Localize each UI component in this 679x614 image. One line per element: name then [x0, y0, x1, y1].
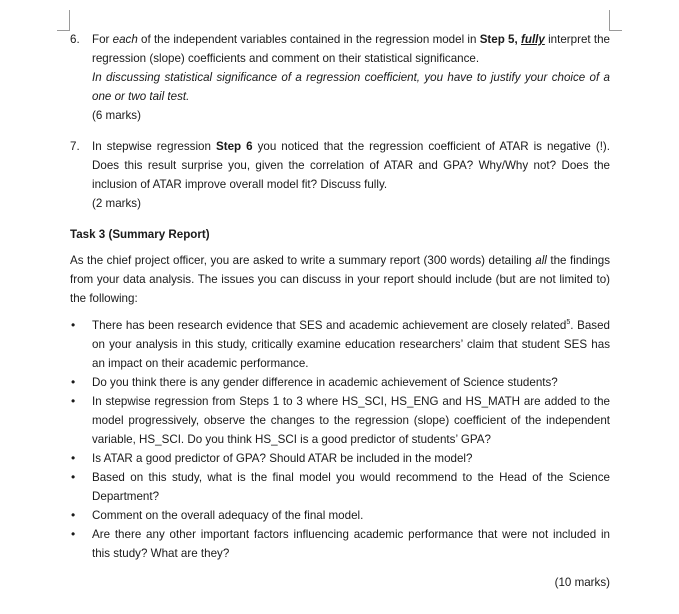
- list-item: [70, 392, 610, 449]
- question-7-marks: (2 marks): [92, 197, 141, 210]
- question-6: [70, 30, 610, 125]
- task-3-marks: (10 marks): [554, 576, 610, 589]
- list-item: [70, 449, 610, 468]
- bullet-2-text: Do you think there is any gender difference in academic achievement of Science students?: [92, 376, 558, 389]
- list-item: [70, 373, 610, 392]
- bullet-icon: •: [71, 375, 76, 389]
- q6-text-b: of the independent variables contained in the regression model in: [137, 33, 480, 46]
- question-6-number: 6.: [70, 33, 80, 46]
- task-3-bullet-list: [70, 316, 610, 563]
- question-6-text: [92, 30, 610, 68]
- q6-text-a: For: [92, 33, 113, 46]
- bullet-icon: •: [71, 318, 76, 332]
- list-item: [70, 316, 610, 373]
- bullet-1-text-b: . Based on your analysis in this study, critically examine education researchers’ claim that student SES has an impact on their academic performance.: [92, 319, 610, 370]
- bullet-icon: •: [71, 394, 76, 408]
- q6-comma: ,: [514, 33, 521, 46]
- bullet-icon: •: [71, 470, 76, 484]
- bullet-6-text: Comment on the overall adequacy of the final model.: [92, 509, 364, 522]
- bullet-4-text: Is ATAR a good predictor of GPA? Should ATAR be included in the model?: [92, 452, 473, 465]
- bullet-icon: •: [71, 527, 76, 541]
- question-6-marks: (6 marks): [92, 109, 141, 122]
- q6-step-ref: Step 5: [479, 33, 515, 46]
- q7-step-ref: Step 6: [215, 140, 253, 153]
- margin-corner-mark-left: [57, 10, 70, 31]
- question-7: [70, 137, 610, 213]
- task-3-intro: [70, 251, 610, 308]
- list-item: [70, 525, 610, 563]
- bullet-icon: •: [71, 508, 76, 522]
- intro-text-a: As the chief project officer, you are asked to write a summary report (300 words) detailing: [70, 254, 536, 267]
- document-body: [70, 30, 610, 592]
- list-item: [70, 506, 610, 525]
- bullet-5-text: Based on this study, what is the final model you would recommend to the Head of the Science Department?: [92, 471, 610, 503]
- footnote-ref: 5: [566, 319, 571, 327]
- q7-text-b: you noticed that the regression coefficient of ATAR is negative (!). Does this result surprise you, given the correlation of ATAR and GPA? Why/Why not? Does the inclusion of ATAR improve overall model fit? Discuss fully.: [92, 140, 611, 191]
- q6-emphasis-each: each: [112, 33, 138, 46]
- task-3-heading: Task 3 (Summary Report): [70, 228, 210, 241]
- bullet-3-text: In stepwise regression from Steps 1 to 3 where HS_SCI, HS_ENG and HS_MATH are added to the model progressively, observe the changes to the regression (slope) coefficient of the independent variable, HS_SCI. Do you think HS_SCI is a good predictor of students’ GPA?: [92, 395, 610, 446]
- list-item: [70, 468, 610, 506]
- question-7-number: 7.: [70, 140, 80, 153]
- question-6-note: In discussing statistical significance of a regression coefficient, you have to justify your choice of a one or two tail test.: [92, 71, 610, 103]
- question-7-text: [92, 137, 610, 194]
- intro-emphasis-all: all: [535, 254, 547, 267]
- bullet-1-text-a: There has been research evidence that SES and academic achievement are closely related: [92, 319, 567, 332]
- bullet-7-text: Are there any other important factors influencing academic performance that were not included in this study? What are they?: [92, 528, 610, 560]
- margin-corner-mark-right: [609, 10, 622, 31]
- bullet-icon: •: [71, 451, 76, 465]
- q7-text-a: In stepwise regression: [92, 140, 216, 153]
- q6-emphasis-fully: fully: [521, 33, 545, 46]
- intro-text-b: the findings from your data analysis. The issues you can discuss in your report should include (but are not limited to) the following:: [70, 254, 610, 305]
- q6-text-c: interpret the regression (slope) coefficients and comment on their statistical significance.: [92, 33, 610, 65]
